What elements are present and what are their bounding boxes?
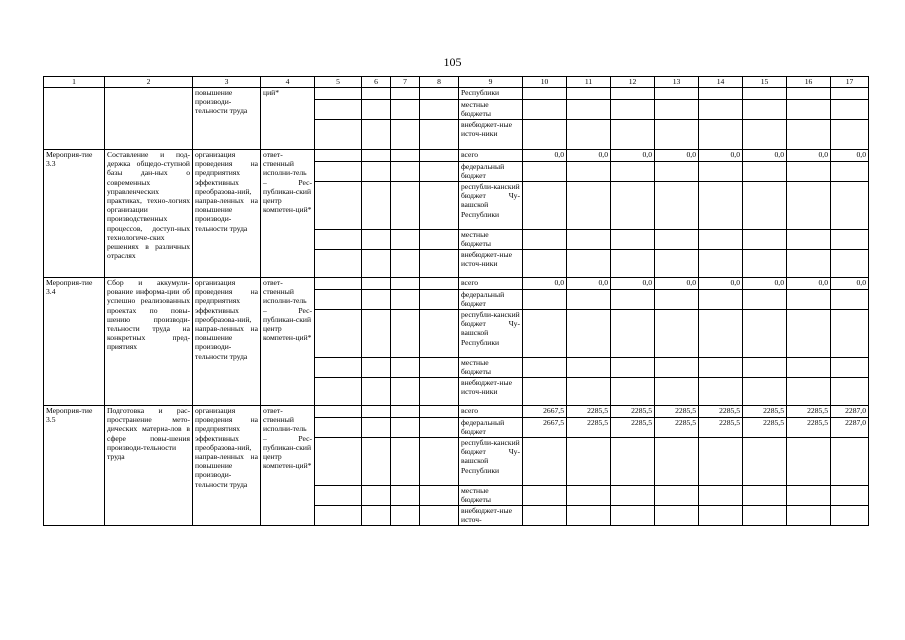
value-cell	[567, 100, 611, 120]
column-header-14: 14	[699, 77, 743, 88]
empty-cell	[420, 230, 459, 250]
value-cell	[655, 182, 699, 230]
funding-source: федеральный бюджет	[459, 418, 523, 438]
value-cell	[699, 162, 743, 182]
value-cell	[655, 250, 699, 278]
funding-source: всего	[459, 150, 523, 162]
empty-cell	[362, 406, 391, 418]
value-cell	[831, 100, 869, 120]
value-cell: 0,0	[611, 278, 655, 290]
empty-cell	[315, 150, 362, 162]
value-cell	[523, 182, 567, 230]
empty-cell	[391, 100, 420, 120]
empty-cell	[391, 438, 420, 486]
empty-cell	[315, 88, 362, 100]
empty-cell	[315, 230, 362, 250]
funding-source: всего	[459, 278, 523, 290]
value-cell: 2285,5	[787, 406, 831, 418]
value-cell: 0,0	[567, 278, 611, 290]
empty-cell	[362, 486, 391, 506]
funding-source: внебюджет-ные источ-	[459, 506, 523, 526]
header-row	[44, 77, 869, 88]
value-cell	[655, 230, 699, 250]
empty-cell	[420, 162, 459, 182]
empty-cell	[420, 150, 459, 162]
empty-cell	[362, 290, 391, 310]
empty-cell	[420, 182, 459, 230]
value-cell	[611, 120, 655, 150]
value-cell	[743, 230, 787, 250]
value-cell	[611, 358, 655, 378]
value-cell	[787, 100, 831, 120]
empty-cell	[315, 378, 362, 406]
value-cell	[743, 310, 787, 358]
value-cell	[743, 100, 787, 120]
column-header-13: 13	[655, 77, 699, 88]
empty-cell	[362, 88, 391, 100]
value-cell	[611, 378, 655, 406]
funding-source: местные бюджеты	[459, 486, 523, 506]
value-cell	[523, 250, 567, 278]
value-cell	[787, 88, 831, 100]
value-cell	[655, 120, 699, 150]
value-cell: 0,0	[611, 150, 655, 162]
value-cell	[611, 506, 655, 526]
value-cell	[699, 290, 743, 310]
value-cell	[743, 290, 787, 310]
column-header-17: 17	[831, 77, 869, 88]
value-cell: 0,0	[523, 278, 567, 290]
empty-cell	[362, 310, 391, 358]
empty-cell	[391, 378, 420, 406]
value-cell	[611, 230, 655, 250]
table-header	[44, 77, 869, 88]
value-cell	[699, 182, 743, 230]
column-header-11: 11	[567, 77, 611, 88]
value-cell	[699, 88, 743, 100]
empty-cell	[391, 486, 420, 506]
empty-cell	[420, 100, 459, 120]
value-cell	[831, 230, 869, 250]
value-cell	[611, 88, 655, 100]
empty-cell	[391, 310, 420, 358]
empty-cell	[362, 278, 391, 290]
empty-cell	[391, 406, 420, 418]
column-header-7: 7	[391, 77, 420, 88]
value-cell: 2285,5	[699, 406, 743, 418]
value-cell	[567, 378, 611, 406]
event-description: Подготовка и рас-пространение мето-дических материа-лов в сфере повы-шения производи-тельности труда	[105, 406, 193, 526]
empty-cell	[362, 358, 391, 378]
value-cell	[743, 182, 787, 230]
value-cell: 0,0	[831, 278, 869, 290]
column-header-4: 4	[261, 77, 315, 88]
program-table	[43, 76, 869, 526]
value-cell	[567, 230, 611, 250]
value-cell	[831, 290, 869, 310]
value-cell	[699, 438, 743, 486]
value-cell	[699, 358, 743, 378]
value-cell	[699, 120, 743, 150]
value-cell	[611, 486, 655, 506]
value-cell	[523, 486, 567, 506]
empty-cell	[391, 120, 420, 150]
value-cell	[523, 438, 567, 486]
event-name: Мероприя-тие 3.4	[44, 278, 105, 406]
value-cell	[567, 250, 611, 278]
value-cell	[611, 438, 655, 486]
value-cell	[831, 438, 869, 486]
value-cell	[655, 100, 699, 120]
value-cell	[567, 120, 611, 150]
value-cell: 2285,5	[787, 418, 831, 438]
value-cell	[787, 378, 831, 406]
empty-cell	[391, 290, 420, 310]
empty-cell	[315, 162, 362, 182]
value-cell	[567, 162, 611, 182]
value-cell	[831, 310, 869, 358]
funding-source: местные бюджеты	[459, 230, 523, 250]
value-cell	[655, 358, 699, 378]
value-cell	[523, 358, 567, 378]
value-cell	[787, 358, 831, 378]
value-cell	[523, 100, 567, 120]
value-cell	[611, 100, 655, 120]
empty-cell	[420, 418, 459, 438]
empty-cell	[420, 250, 459, 278]
column-header-12: 12	[611, 77, 655, 88]
empty-cell	[420, 438, 459, 486]
value-cell	[787, 486, 831, 506]
empty-cell	[315, 100, 362, 120]
empty-cell	[362, 100, 391, 120]
empty-cell	[420, 378, 459, 406]
value-cell	[523, 310, 567, 358]
empty-cell	[362, 378, 391, 406]
funding-source: всего	[459, 406, 523, 418]
value-cell	[743, 358, 787, 378]
empty-cell	[362, 182, 391, 230]
empty-cell	[315, 310, 362, 358]
empty-cell	[391, 182, 420, 230]
event-executor: ответ-ственный исполни-тель – Рес-публикан-ский центр компетен-ций*	[261, 406, 315, 526]
value-cell: 2287,0	[831, 406, 869, 418]
empty-cell	[391, 88, 420, 100]
event-description: Сбор и аккумули-рование информа-ции об успешно реализованных проектах по повы-шению производи-тельности труда на конкретных пред-приятиях	[105, 278, 193, 406]
value-cell	[743, 506, 787, 526]
value-cell	[655, 88, 699, 100]
event-executor: ответ-ственный исполни-тель – Рес-публикан-ский центр компетен-ций*	[261, 278, 315, 406]
value-cell: 0,0	[655, 150, 699, 162]
event-goal: организация проведения на предприятиях эффективных преобразова-ний, направ-ленных на повышение производи-тельности труда	[193, 406, 261, 526]
value-cell	[655, 486, 699, 506]
value-cell	[567, 310, 611, 358]
empty-cell	[391, 278, 420, 290]
value-cell	[699, 486, 743, 506]
empty-cell	[315, 290, 362, 310]
value-cell: 0,0	[699, 278, 743, 290]
value-cell: 0,0	[743, 278, 787, 290]
value-cell	[787, 310, 831, 358]
continued-cell-1	[44, 88, 105, 150]
value-cell	[567, 182, 611, 230]
value-cell: 2287,0	[831, 418, 869, 438]
empty-cell	[315, 486, 362, 506]
continued-cell-2	[105, 88, 193, 150]
value-cell	[699, 378, 743, 406]
value-cell: 2285,5	[611, 406, 655, 418]
empty-cell	[315, 418, 362, 438]
value-cell	[567, 438, 611, 486]
value-cell: 0,0	[831, 150, 869, 162]
event-name: Мероприя-тие 3.3	[44, 150, 105, 278]
value-cell	[787, 438, 831, 486]
column-header-3: 3	[193, 77, 261, 88]
event-goal: организация проведения на предприятиях эффективных преобразова-ний, направ-ленных на повышение производи-тельности труда	[193, 150, 261, 278]
funding-source: внебюджет-ные источ-ники	[459, 120, 523, 150]
empty-cell	[420, 290, 459, 310]
event-name: Мероприя-тие 3.5	[44, 406, 105, 526]
empty-cell	[420, 88, 459, 100]
value-cell	[831, 486, 869, 506]
empty-cell	[362, 162, 391, 182]
value-cell: 2285,5	[611, 418, 655, 438]
value-cell	[699, 506, 743, 526]
value-cell	[787, 506, 831, 526]
value-cell	[611, 310, 655, 358]
value-cell	[567, 506, 611, 526]
value-cell	[831, 506, 869, 526]
column-header-10: 10	[523, 77, 567, 88]
empty-cell	[315, 120, 362, 150]
value-cell	[523, 162, 567, 182]
value-cell	[567, 88, 611, 100]
funding-source: республи-канский бюджет Чу-вашской Республики	[459, 182, 523, 230]
value-cell: 0,0	[787, 150, 831, 162]
value-cell: 0,0	[743, 150, 787, 162]
event-goal: организация проведения на предприятиях эффективных преобразова-ний, направ-ленных на повышение производи-тельности труда	[193, 278, 261, 406]
value-cell	[611, 162, 655, 182]
value-cell: 2285,5	[567, 406, 611, 418]
value-cell	[567, 290, 611, 310]
value-cell: 0,0	[655, 278, 699, 290]
empty-cell	[362, 506, 391, 526]
value-cell	[655, 290, 699, 310]
empty-cell	[362, 438, 391, 486]
value-cell	[655, 162, 699, 182]
value-cell	[743, 378, 787, 406]
value-cell	[831, 250, 869, 278]
funding-source: республи-канский бюджет Чу-вашской Республики	[459, 438, 523, 486]
value-cell: 0,0	[699, 150, 743, 162]
table-row	[44, 150, 869, 162]
value-cell	[611, 182, 655, 230]
value-cell: 0,0	[567, 150, 611, 162]
column-header-16: 16	[787, 77, 831, 88]
value-cell	[523, 378, 567, 406]
value-cell	[831, 182, 869, 230]
empty-cell	[420, 406, 459, 418]
empty-cell	[391, 250, 420, 278]
empty-cell	[315, 406, 362, 418]
empty-cell	[391, 418, 420, 438]
empty-cell	[315, 438, 362, 486]
empty-cell	[420, 486, 459, 506]
value-cell	[655, 506, 699, 526]
value-cell: 0,0	[523, 150, 567, 162]
column-header-6: 6	[362, 77, 391, 88]
funding-source: республи-канский бюджет Чу-вашской Республики	[459, 310, 523, 358]
value-cell	[611, 290, 655, 310]
table-row	[44, 88, 869, 100]
value-cell	[655, 438, 699, 486]
value-cell: 2285,5	[743, 418, 787, 438]
empty-cell	[362, 150, 391, 162]
value-cell: 2285,5	[743, 406, 787, 418]
value-cell	[567, 486, 611, 506]
value-cell	[523, 88, 567, 100]
empty-cell	[315, 506, 362, 526]
value-cell	[743, 438, 787, 486]
value-cell	[523, 290, 567, 310]
event-executor: ответ-ственный исполни-тель – Рес-публикан-ский центр компетен-ций*	[261, 150, 315, 278]
column-header-15: 15	[743, 77, 787, 88]
value-cell: 2285,5	[655, 406, 699, 418]
empty-cell	[391, 506, 420, 526]
empty-cell	[391, 358, 420, 378]
value-cell	[699, 230, 743, 250]
empty-cell	[420, 310, 459, 358]
value-cell: 2667,5	[523, 406, 567, 418]
value-cell	[655, 310, 699, 358]
value-cell	[523, 120, 567, 150]
empty-cell	[362, 120, 391, 150]
value-cell	[699, 100, 743, 120]
funding-source: Республики	[459, 88, 523, 100]
table-row	[44, 406, 869, 418]
value-cell	[699, 310, 743, 358]
value-cell	[831, 120, 869, 150]
empty-cell	[391, 162, 420, 182]
empty-cell	[315, 182, 362, 230]
value-cell	[611, 250, 655, 278]
value-cell	[787, 182, 831, 230]
empty-cell	[420, 278, 459, 290]
empty-cell	[362, 418, 391, 438]
column-header-8: 8	[420, 77, 459, 88]
empty-cell	[420, 506, 459, 526]
empty-cell	[362, 250, 391, 278]
column-header-2: 2	[105, 77, 193, 88]
continued-goal: повышение производи-тельности труда	[193, 88, 261, 150]
value-cell	[743, 120, 787, 150]
column-header-9: 9	[459, 77, 523, 88]
page-number: 105	[443, 55, 462, 69]
value-cell	[699, 250, 743, 278]
funding-source: местные бюджеты	[459, 100, 523, 120]
funding-source: местные бюджеты	[459, 358, 523, 378]
value-cell: 2285,5	[567, 418, 611, 438]
value-cell: 2285,5	[655, 418, 699, 438]
funding-source: внебюджет-ные источ-ники	[459, 250, 523, 278]
value-cell	[523, 506, 567, 526]
table-body	[44, 88, 869, 526]
column-header-1: 1	[44, 77, 105, 88]
value-cell	[831, 88, 869, 100]
value-cell	[831, 358, 869, 378]
empty-cell	[391, 150, 420, 162]
value-cell	[743, 88, 787, 100]
event-description: Составление и под-держка общедо-ступной базы дан-ных о современных управленческих практиках, техно-логиях организации производственных процессов, доступ-ных технологиче-ских решениях в различных отраслях	[105, 150, 193, 278]
column-header-5: 5	[315, 77, 362, 88]
empty-cell	[420, 120, 459, 150]
value-cell	[831, 378, 869, 406]
value-cell	[655, 378, 699, 406]
empty-cell	[315, 250, 362, 278]
empty-cell	[315, 278, 362, 290]
value-cell	[743, 162, 787, 182]
value-cell: 2285,5	[699, 418, 743, 438]
value-cell	[831, 162, 869, 182]
value-cell	[787, 230, 831, 250]
continued-executor: ций*	[261, 88, 315, 150]
value-cell	[787, 290, 831, 310]
funding-source: федеральный бюджет	[459, 162, 523, 182]
table-row	[44, 278, 869, 290]
value-cell	[787, 162, 831, 182]
value-cell	[523, 230, 567, 250]
empty-cell	[391, 230, 420, 250]
value-cell: 0,0	[787, 278, 831, 290]
value-cell	[787, 250, 831, 278]
value-cell	[743, 486, 787, 506]
empty-cell	[315, 358, 362, 378]
empty-cell	[420, 358, 459, 378]
value-cell	[787, 120, 831, 150]
value-cell: 2667,5	[523, 418, 567, 438]
empty-cell	[362, 230, 391, 250]
value-cell	[743, 250, 787, 278]
funding-source: федеральный бюджет	[459, 290, 523, 310]
funding-source: внебюджет-ные источ-ники	[459, 378, 523, 406]
value-cell	[567, 358, 611, 378]
